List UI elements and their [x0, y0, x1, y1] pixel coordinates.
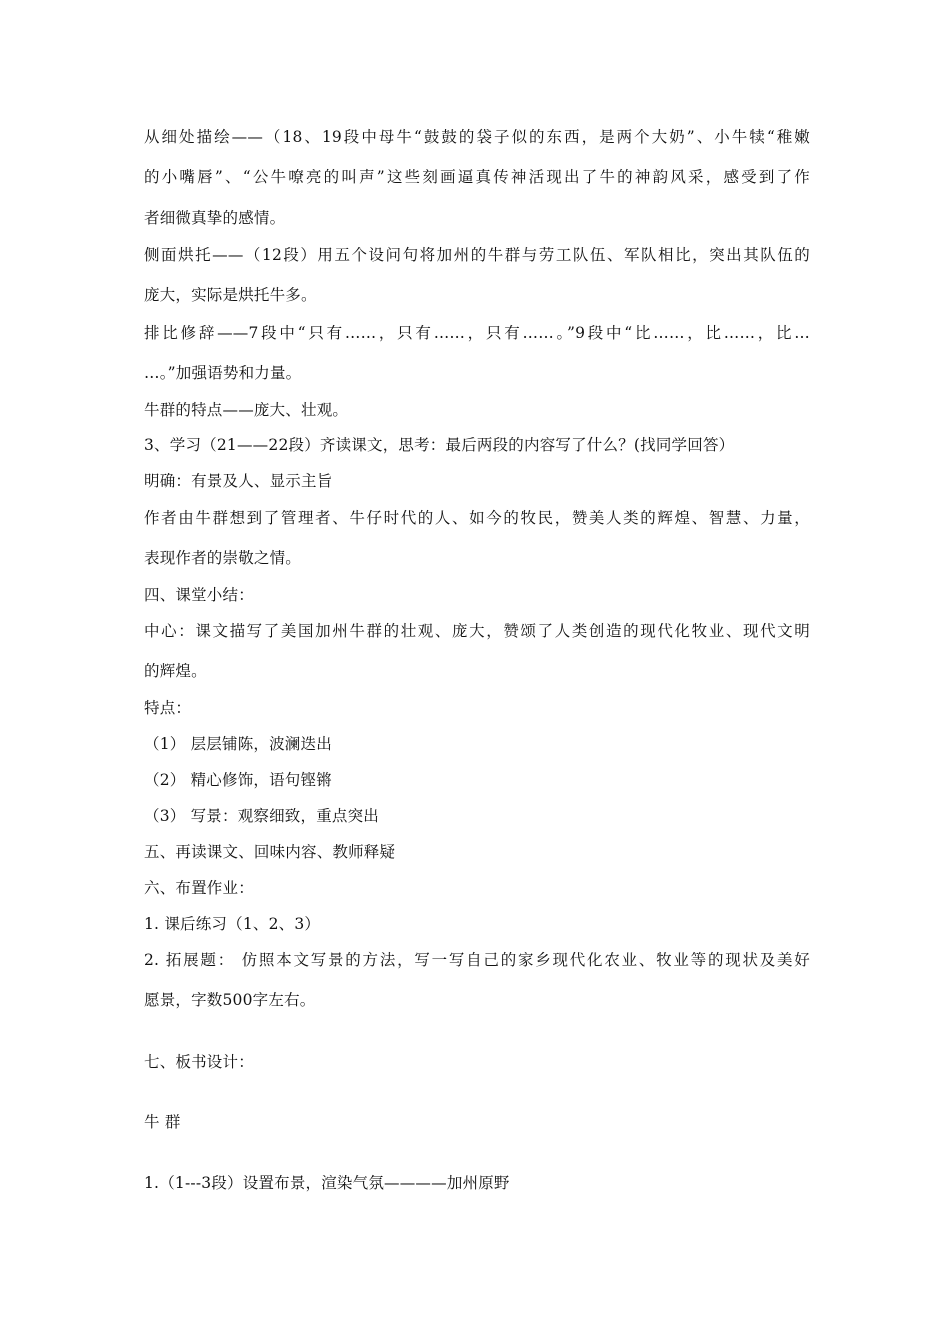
- text-line: 1.（1---3段）设置布景，渲染气氛————加州原野: [144, 1174, 510, 1192]
- text-line: 作者由牛群想到了管理者、牛仔时代的人、如今的牧民，赞美人类的辉煌、智慧、力量，: [144, 509, 810, 527]
- board-title: 牛 群: [144, 1113, 181, 1131]
- text-line: 3、学习（21——22段）齐读课文，思考：最后两段的内容写了什么？(找同学回答）: [144, 436, 735, 454]
- text-line: 明确：有景及人、显示主旨: [144, 472, 333, 490]
- list-item: 2. 拓展题： 仿照本文写景的方法，写一写自己的家乡现代化农业、牧业等的现状及美好: [144, 951, 810, 969]
- section-heading: 六、布置作业：: [144, 879, 254, 897]
- list-item: （3） 写景：观察细致，重点突出: [144, 807, 379, 825]
- text-line: …。”加强语势和力量。: [144, 364, 302, 382]
- text-line: 中心：课文描写了美国加州牛群的壮观、庞大，赞颂了人类创造的现代化牧业、现代文明: [144, 622, 810, 640]
- text-line: 愿景，字数500字左右。: [144, 991, 316, 1009]
- list-item: （1） 层层铺陈，波澜迭出: [144, 735, 332, 753]
- section-heading: 七、板书设计：: [144, 1053, 254, 1071]
- text-line: 者细微真挚的感情。: [144, 209, 286, 227]
- text-line: 特点：: [144, 699, 192, 717]
- text-line: 庞大，实际是烘托牛多。: [144, 286, 317, 304]
- text-line: 从细处描绘——（18、19段中母牛“鼓鼓的袋子似的东西，是两个大奶”、小牛犊“稚嫩: [144, 128, 810, 146]
- text-line: 排比修辞——7段中“只有……，只有……，只有……。”9段中“比……，比……，比…: [144, 324, 810, 342]
- list-item: 1. 课后练习（1、2、3）: [144, 915, 321, 933]
- text-line: 表现作者的崇敬之情。: [144, 549, 302, 567]
- section-heading: 五、再读课文、回味内容、教师释疑: [144, 843, 396, 861]
- section-heading: 四、课堂小结：: [144, 586, 254, 604]
- list-item: （2） 精心修饰，语句铿锵: [144, 771, 332, 789]
- text-line: 的小嘴唇”、“公牛嘹亮的叫声”这些刻画逼真传神活现出了牛的神韵风采，感受到了作: [144, 168, 810, 186]
- text-line: 的辉煌。: [144, 662, 207, 680]
- text-line: 牛群的特点——庞大、壮观。: [144, 401, 349, 419]
- text-line: 侧面烘托——（12段）用五个设问句将加州的牛群与劳工队伍、军队相比，突出其队伍的: [144, 246, 810, 264]
